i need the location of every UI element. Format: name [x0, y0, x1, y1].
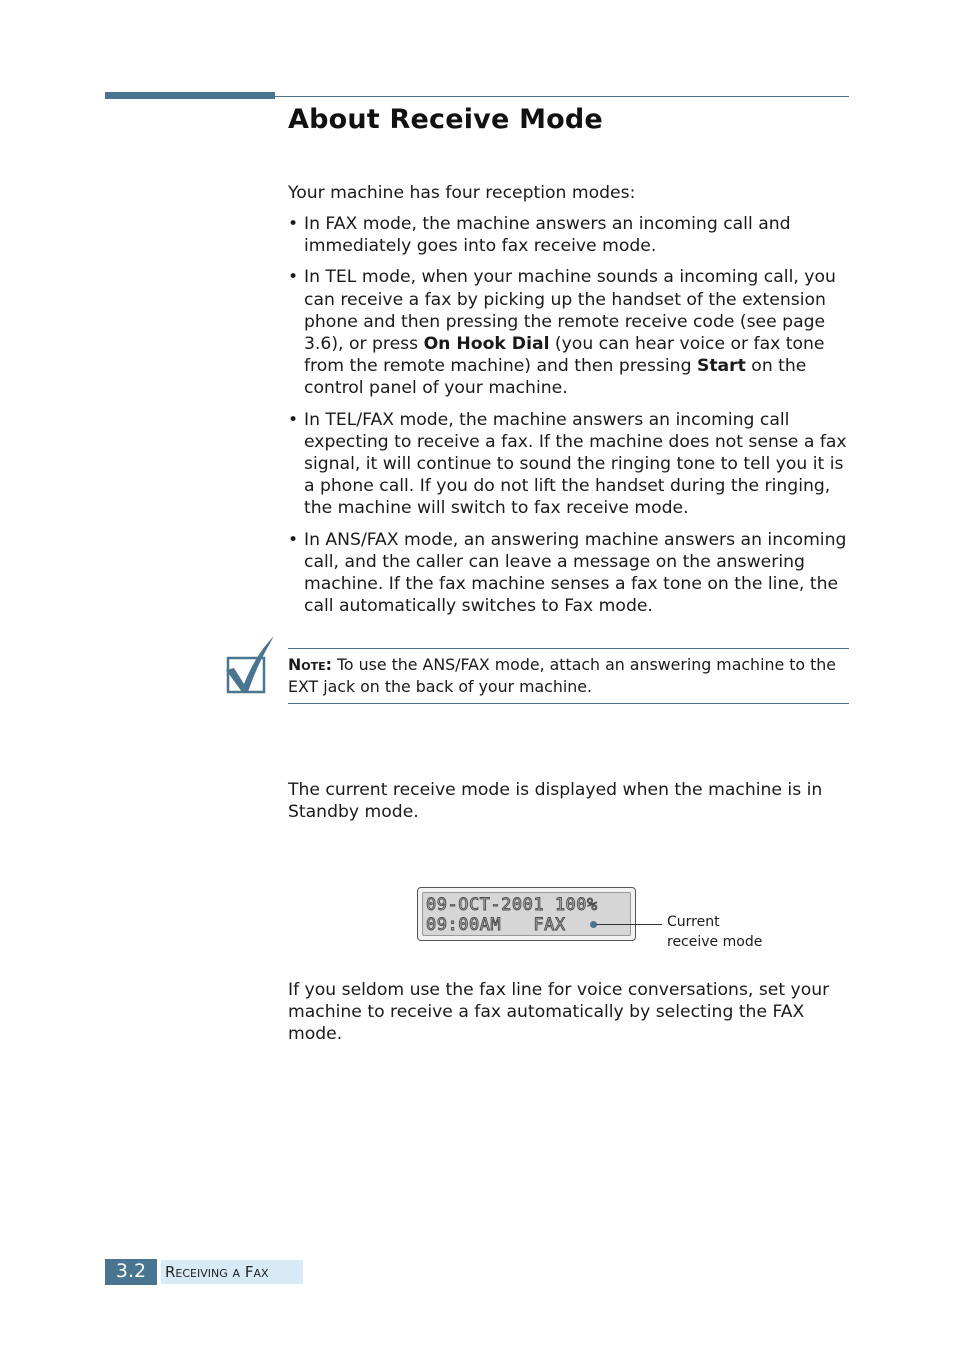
callout-line — [596, 924, 662, 925]
list-item-telfax-mode — [288, 409, 853, 520]
lcd-line-time-mode: 09:00AM FAX — [426, 915, 566, 935]
start-key: Start — [696, 356, 746, 377]
fax-mode-text: In FAX mode, the machine answers an incoming call and immediately goes into fax receive mode. — [304, 214, 791, 257]
standby-paragraph: The current receive mode is displayed when the machine is in Standby mode. — [288, 780, 823, 823]
tel-mode-text-2: (you can hear voice or fax tone from the remote machine) and then pressing — [304, 334, 825, 377]
callout-line-2: receive mode — [667, 934, 763, 950]
note-label: Note: — [288, 655, 332, 674]
telfax-mode-text: In TEL/FAX mode, the machine answers an incoming call expecting to receive a fax. If the machine does not sense a fax signal, it will continue to sound the ringing tone to tell you it is a phone call. If you do not lift the handset during the ringing, the machine will switch to fax receive mode. — [304, 409, 847, 519]
list-item-tel-mode — [288, 266, 853, 399]
note-box — [288, 648, 849, 704]
checkmark-note-icon — [224, 634, 276, 696]
note-text — [288, 654, 849, 697]
list-item-ansfax-mode — [288, 529, 853, 618]
list-item-fax-mode — [288, 213, 853, 257]
page-title: About Receive Mode — [288, 104, 603, 135]
callout-label — [667, 912, 787, 952]
bullet-icon: • — [288, 409, 299, 430]
fax-line-paragraph: If you seldom use the fax line for voice conversations, set your machine to receive a fax automatically by selecting the FAX mode. — [288, 980, 830, 1045]
ansfax-mode-text: In ANS/FAX mode, an answering machine answers an incoming call, and the caller can leave a message on the answering machine. If the fax machine senses a fax tone on the line, the call automatically switches to Fax mode. — [304, 529, 847, 617]
lcd-screen — [422, 892, 631, 936]
tel-mode-text-3: on the control panel of your machine. — [304, 356, 807, 399]
reception-modes-list — [288, 213, 853, 626]
bullet-icon: • — [288, 267, 299, 288]
footer-section-label: Receiving a Fax — [161, 1260, 303, 1284]
header-rule-thick — [105, 92, 275, 99]
footer-page-number: 3.2 — [105, 1259, 157, 1285]
lcd-line-date: 09-OCT-2001 100% — [426, 895, 598, 915]
note-body: To use the ANS/FAX mode, attach an answering machine to the EXT jack on the back of your machine. — [288, 655, 837, 696]
callout-line-1: Current — [667, 914, 720, 930]
header-rule-thin — [275, 96, 849, 97]
bullet-icon: • — [288, 529, 299, 550]
on-hook-dial-key: On Hook Dial — [423, 334, 550, 355]
lcd-display — [417, 887, 636, 941]
tel-mode-text-1: In TEL mode, when your machine sounds a incoming call, you can receive a fax by picking up the handset of the extension phone and then pressing the remote receive code (see page 3.6), or press — [304, 267, 836, 355]
bullet-icon: • — [288, 214, 299, 234]
intro-paragraph: Your machine has four reception modes: — [288, 183, 636, 203]
